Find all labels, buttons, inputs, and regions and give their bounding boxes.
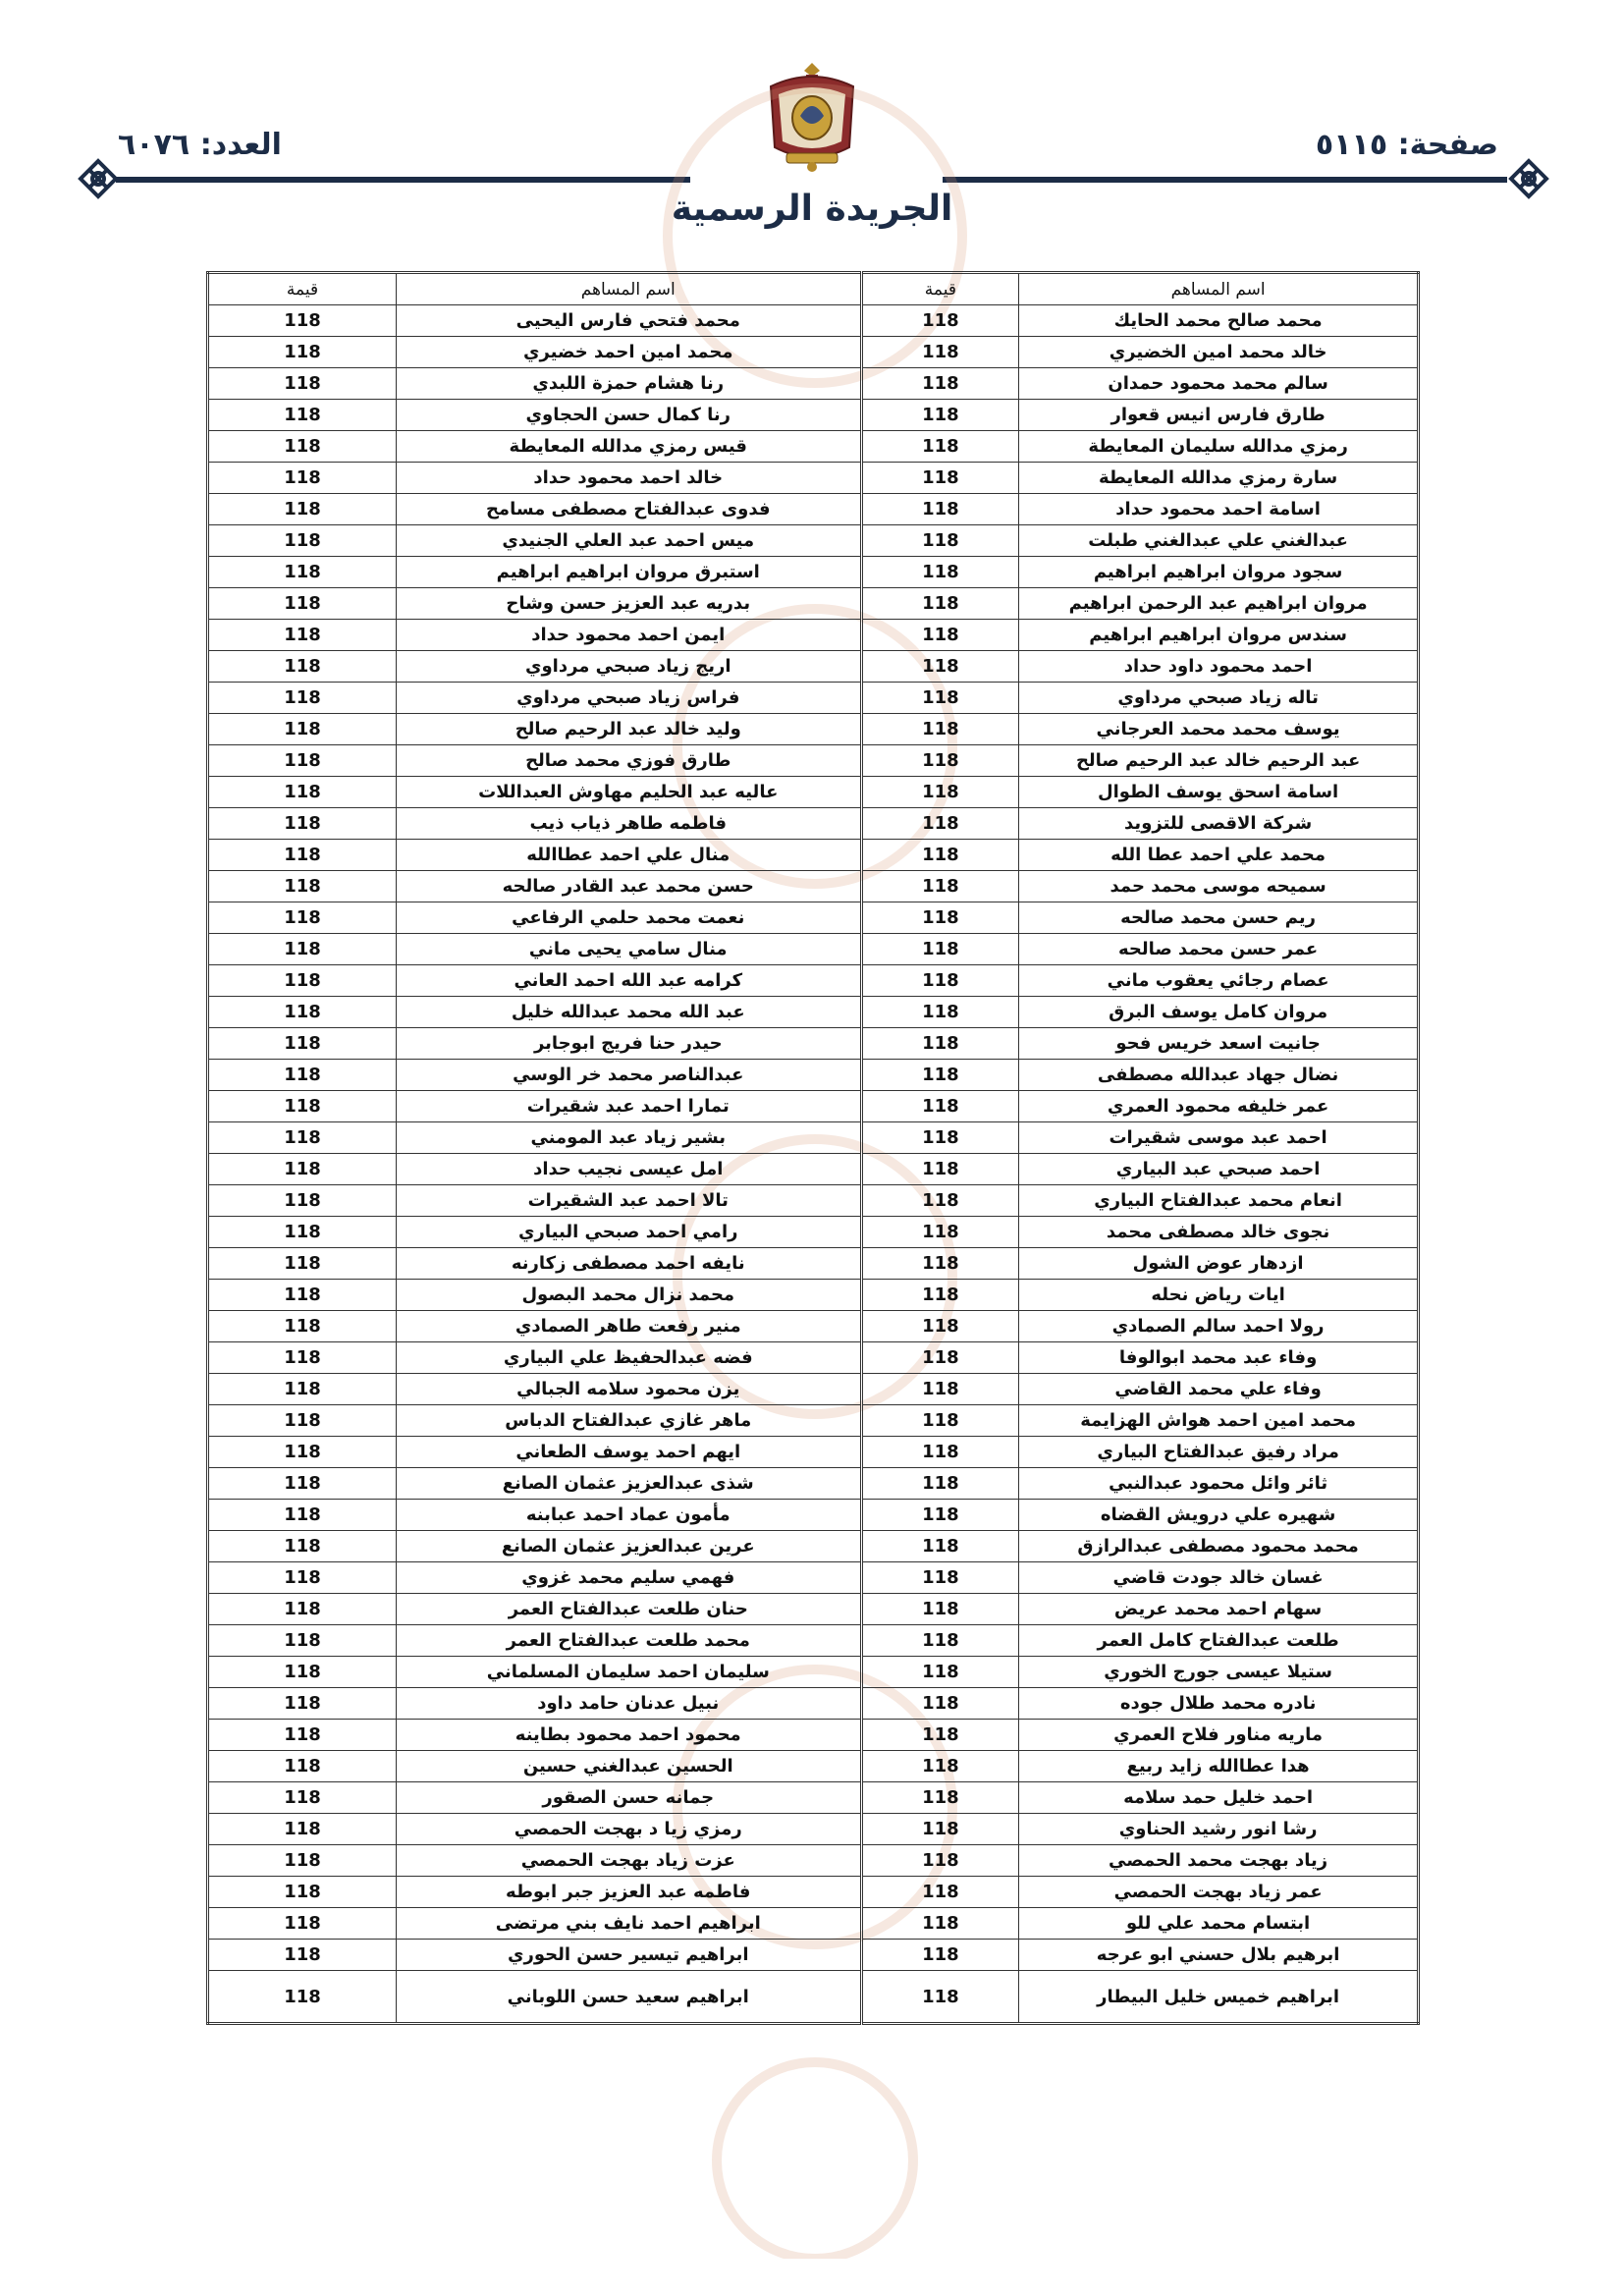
share-value: 118 xyxy=(861,651,1019,683)
shareholder-name: عمر زياد بهجت الحمصي xyxy=(1019,1877,1419,1908)
shareholder-name: عرين عبدالعزيز عثمان الصانع xyxy=(396,1531,861,1562)
share-value: 118 xyxy=(861,1751,1019,1782)
table-row xyxy=(208,1625,1419,1657)
shareholder-name: يوسف محمد محمد العرجاني xyxy=(1019,714,1419,745)
shareholder-name: خالد احمد محمود حداد xyxy=(396,463,861,494)
table-row xyxy=(208,1814,1419,1845)
shareholder-name: عبدالناصر محمد خر الوسي xyxy=(396,1060,861,1091)
shareholder-name: سليمان احمد سليمان المسلماني xyxy=(396,1657,861,1688)
share-value: 118 xyxy=(861,1720,1019,1751)
shareholder-name: ريم حسن محمد صالحه xyxy=(1019,902,1419,934)
share-value: 118 xyxy=(208,1594,397,1625)
table-row xyxy=(208,494,1419,525)
issue-number: العدد: ٦٠٧٦ xyxy=(118,128,282,162)
share-value: 118 xyxy=(861,997,1019,1028)
shareholder-name: جمانه حسن الصقور xyxy=(396,1782,861,1814)
table-row xyxy=(208,620,1419,651)
table-row xyxy=(208,683,1419,714)
shareholder-name: رنا كمال حسن الحجاوي xyxy=(396,400,861,431)
share-value: 118 xyxy=(861,1311,1019,1342)
table-row xyxy=(208,1782,1419,1814)
shareholder-name: محمود احمد محمود بطاينه xyxy=(396,1720,861,1751)
shareholder-name: الحسين عبدالغني حسين xyxy=(396,1751,861,1782)
shareholder-name: طارق فارس انيس قعوار xyxy=(1019,400,1419,431)
shareholder-name: عبدالغني علي عبدالغني طبلت xyxy=(1019,525,1419,557)
shareholder-name: ايهم احمد يوسف الطعاني xyxy=(396,1437,861,1468)
share-value: 118 xyxy=(208,1720,397,1751)
shareholder-name: سميحه موسى محمد حمد xyxy=(1019,871,1419,902)
shareholder-name: قيس رمزي مدالله المعايطة xyxy=(396,431,861,463)
shareholder-name: ايات رياض نحله xyxy=(1019,1280,1419,1311)
table-row xyxy=(208,1060,1419,1091)
shareholder-name: فاطمه عبد العزيز جبر ابوطه xyxy=(396,1877,861,1908)
table-row xyxy=(208,651,1419,683)
table-row xyxy=(208,557,1419,588)
share-value: 118 xyxy=(861,1625,1019,1657)
table-row xyxy=(208,808,1419,840)
table-row xyxy=(208,1940,1419,1971)
shareholder-name: سندس مروان ابراهيم ابراهيم xyxy=(1019,620,1419,651)
share-value: 118 xyxy=(861,1782,1019,1814)
share-value: 118 xyxy=(861,557,1019,588)
shareholder-name: ايمن احمد محمود حداد xyxy=(396,620,861,651)
share-value: 118 xyxy=(208,1280,397,1311)
table-row xyxy=(208,337,1419,368)
shareholder-name: اسامة اسحق يوسف الطوال xyxy=(1019,777,1419,808)
share-value: 118 xyxy=(861,337,1019,368)
share-value: 118 xyxy=(208,1060,397,1091)
shareholder-name: رنا هشام حمزة اللبدي xyxy=(396,368,861,400)
shareholder-name: نادره محمد طلال جوده xyxy=(1019,1688,1419,1720)
share-value: 118 xyxy=(861,1468,1019,1500)
share-value: 118 xyxy=(208,1311,397,1342)
shareholder-name: محمد فتحي فارس اليحيى xyxy=(396,305,861,337)
shareholder-name: تالا احمد عبد الشقيرات xyxy=(396,1185,861,1217)
table-row xyxy=(208,1562,1419,1594)
share-value: 118 xyxy=(861,305,1019,337)
table-row xyxy=(208,588,1419,620)
share-value: 118 xyxy=(861,1657,1019,1688)
shareholder-name: محمد محمود مصطفى عبدالرازق xyxy=(1019,1531,1419,1562)
shareholder-name: عزت زياد بهجت الحمصي xyxy=(396,1845,861,1877)
share-value: 118 xyxy=(861,1405,1019,1437)
table-row xyxy=(208,902,1419,934)
table-row xyxy=(208,1657,1419,1688)
shareholder-name: محمد علي احمد عطا الله xyxy=(1019,840,1419,871)
share-value: 118 xyxy=(861,1217,1019,1248)
column-header-value: قيمة xyxy=(208,273,397,305)
share-value: 118 xyxy=(861,1594,1019,1625)
shareholder-name: احمد خليل حمد سلامه xyxy=(1019,1782,1419,1814)
share-value: 118 xyxy=(208,1405,397,1437)
table-row xyxy=(208,777,1419,808)
table-row xyxy=(208,997,1419,1028)
shareholder-name: ستيلا عيسى جورج الخوري xyxy=(1019,1657,1419,1688)
shareholder-name: تاله زياد صبحي مرداوي xyxy=(1019,683,1419,714)
table-row xyxy=(208,1845,1419,1877)
shareholder-name: طارق فوزي محمد صالح xyxy=(396,745,861,777)
shareholder-name: سهام احمد محمد عريض xyxy=(1019,1594,1419,1625)
shareholder-name: ابراهيم احمد نايف بني مرتضى xyxy=(396,1908,861,1940)
table-row xyxy=(208,1500,1419,1531)
share-value: 118 xyxy=(861,494,1019,525)
table-row xyxy=(208,1154,1419,1185)
table-row xyxy=(208,1248,1419,1280)
table-row xyxy=(208,934,1419,965)
table-row xyxy=(208,745,1419,777)
share-value: 118 xyxy=(208,1688,397,1720)
share-value: 118 xyxy=(861,965,1019,997)
share-value: 118 xyxy=(861,368,1019,400)
share-value: 118 xyxy=(208,651,397,683)
gazette-title: الجريدة الرسمية xyxy=(671,189,953,229)
share-value: 118 xyxy=(208,557,397,588)
shareholder-name: انعام محمد عبدالفتاح البياري xyxy=(1019,1185,1419,1217)
share-value: 118 xyxy=(861,1814,1019,1845)
table-row xyxy=(208,400,1419,431)
column-header-name: اسم المساهم xyxy=(1019,273,1419,305)
share-value: 118 xyxy=(208,1940,397,1971)
share-value: 118 xyxy=(208,1877,397,1908)
table-row xyxy=(208,1311,1419,1342)
shareholder-name: جانيت اسعد خريس فحو xyxy=(1019,1028,1419,1060)
share-value: 118 xyxy=(861,1845,1019,1877)
share-value: 118 xyxy=(861,1342,1019,1374)
table-row xyxy=(208,368,1419,400)
share-value: 118 xyxy=(861,1562,1019,1594)
shareholder-name: عمر خليفه محمود العمري xyxy=(1019,1091,1419,1122)
shareholder-name: ابرهيم بلال حسني ابو عرجه xyxy=(1019,1940,1419,1971)
page-number: صفحة: ٥١١٥ xyxy=(1315,128,1498,162)
shareholder-name: فضه عبدالحفيظ علي البياري xyxy=(396,1342,861,1374)
shareholder-name: مأمون عماد احمد عبابنه xyxy=(396,1500,861,1531)
share-value: 118 xyxy=(208,305,397,337)
share-value: 118 xyxy=(208,1531,397,1562)
share-value: 118 xyxy=(208,934,397,965)
shareholder-name: ابراهيم خميس خليل البيطار xyxy=(1019,1971,1419,2024)
shareholder-name: ابتسام محمد علي للو xyxy=(1019,1908,1419,1940)
column-header-name: اسم المساهم xyxy=(396,273,861,305)
shareholder-name: خالد محمد امين الخضيري xyxy=(1019,337,1419,368)
table-row xyxy=(208,1908,1419,1940)
share-value: 118 xyxy=(208,620,397,651)
share-value: 118 xyxy=(208,840,397,871)
share-value: 118 xyxy=(861,431,1019,463)
shareholder-name: ابراهيم تيسير حسن الحوري xyxy=(396,1940,861,1971)
table-row xyxy=(208,965,1419,997)
table-row xyxy=(208,1437,1419,1468)
shareholder-name: منال سامي يحيى ماني xyxy=(396,934,861,965)
share-value: 118 xyxy=(861,588,1019,620)
shareholder-name: رمزي مدالله سليمان المعايطة xyxy=(1019,431,1419,463)
share-value: 118 xyxy=(208,1374,397,1405)
shareholder-name: غسان خالد جودت قاضي xyxy=(1019,1562,1419,1594)
share-value: 118 xyxy=(861,683,1019,714)
share-value: 118 xyxy=(208,1342,397,1374)
page-header xyxy=(0,0,1624,246)
share-value: 118 xyxy=(861,1940,1019,1971)
share-value: 118 xyxy=(208,400,397,431)
header-rule-left xyxy=(116,177,690,183)
share-value: 118 xyxy=(208,525,397,557)
share-value: 118 xyxy=(208,745,397,777)
share-value: 118 xyxy=(208,1437,397,1468)
shareholder-name: ميس احمد عبد العلي الجنيدي xyxy=(396,525,861,557)
share-value: 118 xyxy=(208,714,397,745)
shareholder-name: سجود مروان ابراهيم ابراهيم xyxy=(1019,557,1419,588)
share-value: 118 xyxy=(861,1688,1019,1720)
table-row xyxy=(208,525,1419,557)
share-value: 118 xyxy=(208,1782,397,1814)
shareholder-name: رامي احمد صبحي البياري xyxy=(396,1217,861,1248)
shareholder-name: زياد بهجت محمد الحمصي xyxy=(1019,1845,1419,1877)
share-value: 118 xyxy=(861,463,1019,494)
share-value: 118 xyxy=(861,1185,1019,1217)
shareholder-name: طلعت عبدالفتاح كامل العمر xyxy=(1019,1625,1419,1657)
shareholder-name: حيدر حنا فريج ابوجابر xyxy=(396,1028,861,1060)
shareholder-name: عبد الرحيم خالد عبد الرحيم صالح xyxy=(1019,745,1419,777)
shareholders-table xyxy=(206,271,1420,2025)
share-value: 118 xyxy=(861,400,1019,431)
share-value: 118 xyxy=(208,1028,397,1060)
share-value: 118 xyxy=(208,494,397,525)
shareholder-name: محمد صالح محمد الحايك xyxy=(1019,305,1419,337)
shareholder-name: احمد عبد موسى شقيرات xyxy=(1019,1122,1419,1154)
table-row xyxy=(208,1751,1419,1782)
share-value: 118 xyxy=(861,1500,1019,1531)
shareholder-name: نجوى خالد مصطفى محمد xyxy=(1019,1217,1419,1248)
share-value: 118 xyxy=(208,1122,397,1154)
table-row xyxy=(208,1405,1419,1437)
shareholder-name: احمد محمود داود حداد xyxy=(1019,651,1419,683)
share-value: 118 xyxy=(208,337,397,368)
table-row xyxy=(208,871,1419,902)
table-row xyxy=(208,1122,1419,1154)
share-value: 118 xyxy=(208,1908,397,1940)
shareholder-name: منير رفعت طاهر الصمادي xyxy=(396,1311,861,1342)
share-value: 118 xyxy=(861,745,1019,777)
share-value: 118 xyxy=(208,368,397,400)
share-value: 118 xyxy=(861,1091,1019,1122)
share-value: 118 xyxy=(208,463,397,494)
shareholder-name: عبد الله محمد عبدالله خليل xyxy=(396,997,861,1028)
shareholder-name: ماهر غازي عبدالفتاح الدباس xyxy=(396,1405,861,1437)
shareholder-name: نايفه احمد مصطفى زكارنه xyxy=(396,1248,861,1280)
share-value: 118 xyxy=(208,1154,397,1185)
shareholder-name: بدريه عبد العزيز حسن وشاح xyxy=(396,588,861,620)
share-value: 118 xyxy=(861,1374,1019,1405)
shareholder-name: اسامة احمد محمود حداد xyxy=(1019,494,1419,525)
share-value: 118 xyxy=(861,1531,1019,1562)
table-row xyxy=(208,1091,1419,1122)
shareholder-name: يزن محمود سلامه الجبالي xyxy=(396,1374,861,1405)
share-value: 118 xyxy=(861,1248,1019,1280)
shareholder-name: هدا عطاالله زايد ربيع xyxy=(1019,1751,1419,1782)
share-value: 118 xyxy=(861,1154,1019,1185)
share-value: 118 xyxy=(861,808,1019,840)
shareholder-name: وفاء عبد محمد ابوالوفا xyxy=(1019,1342,1419,1374)
share-value: 118 xyxy=(861,871,1019,902)
shareholder-name: فهمي سليم محمد غزوي xyxy=(396,1562,861,1594)
table-row xyxy=(208,1877,1419,1908)
table-row xyxy=(208,1531,1419,1562)
table-row xyxy=(208,305,1419,337)
table-header-row xyxy=(208,273,1419,305)
shareholder-name: عاليه عبد الحليم مهاوش العبداللات xyxy=(396,777,861,808)
shareholder-name: محمد امين احمد هواش الهزايمة xyxy=(1019,1405,1419,1437)
share-value: 118 xyxy=(208,808,397,840)
share-value: 118 xyxy=(861,714,1019,745)
share-value: 118 xyxy=(208,1845,397,1877)
shareholder-name: تمارا احمد عبد شقيرات xyxy=(396,1091,861,1122)
shareholder-name: نبيل عدنان حامد داود xyxy=(396,1688,861,1720)
shareholder-name: سارة رمزي مدالله المعايطة xyxy=(1019,463,1419,494)
share-value: 118 xyxy=(861,777,1019,808)
table-row xyxy=(208,1594,1419,1625)
shareholder-name: رمزي زيا د بهجت الحمصي xyxy=(396,1814,861,1845)
share-value: 118 xyxy=(208,965,397,997)
column-header-value: قيمة xyxy=(861,273,1019,305)
shareholder-name: فدوى عبدالفتاح مصطفى مسامح xyxy=(396,494,861,525)
share-value: 118 xyxy=(861,1877,1019,1908)
table-row xyxy=(208,1028,1419,1060)
table-row xyxy=(208,1971,1419,2024)
share-value: 118 xyxy=(861,1060,1019,1091)
share-value: 118 xyxy=(208,902,397,934)
table-row xyxy=(208,1468,1419,1500)
share-value: 118 xyxy=(208,1500,397,1531)
table-row xyxy=(208,1280,1419,1311)
table-row xyxy=(208,1342,1419,1374)
shareholder-name: فراس زياد صبحي مرداوي xyxy=(396,683,861,714)
share-value: 118 xyxy=(208,431,397,463)
share-value: 118 xyxy=(208,588,397,620)
shareholder-name: عصام رجائي يعقوب ماني xyxy=(1019,965,1419,997)
table-row xyxy=(208,840,1419,871)
shareholder-name: حنان طلعت عبدالفتاح العمر xyxy=(396,1594,861,1625)
shareholder-name: رشا انور رشيد الحناوي xyxy=(1019,1814,1419,1845)
shareholder-name: مروان كامل يوسف البرق xyxy=(1019,997,1419,1028)
royal-coat-of-arms-icon xyxy=(761,57,863,175)
share-value: 118 xyxy=(861,1280,1019,1311)
share-value: 118 xyxy=(208,1185,397,1217)
shareholder-name: محمد نزال محمد البصول xyxy=(396,1280,861,1311)
shareholder-name: اريج زياد صبحي مرداوي xyxy=(396,651,861,683)
shareholder-name: ثائر وائل محمود عبدالنبي xyxy=(1019,1468,1419,1500)
share-value: 118 xyxy=(208,1657,397,1688)
share-value: 118 xyxy=(208,871,397,902)
table-row xyxy=(208,1688,1419,1720)
shareholder-name: سالم محمد محمود حمدان xyxy=(1019,368,1419,400)
table-row xyxy=(208,1217,1419,1248)
shareholder-name: شهيره علي درويش القضاه xyxy=(1019,1500,1419,1531)
header-rule-right xyxy=(943,177,1507,183)
shareholder-name: حسن محمد عبد القادر صالحه xyxy=(396,871,861,902)
shareholder-name: ابراهيم سعيد حسن اللوباني xyxy=(396,1971,861,2024)
shareholder-name: احمد صبحي عبد البياري xyxy=(1019,1154,1419,1185)
shareholder-name: ازدهار عوض الشول xyxy=(1019,1248,1419,1280)
shareholder-name: نضال جهاد عبدالله مصطفى xyxy=(1019,1060,1419,1091)
shareholder-name: مراد رفيق عبدالفتاح البياري xyxy=(1019,1437,1419,1468)
share-value: 118 xyxy=(861,620,1019,651)
share-value: 118 xyxy=(208,1971,397,2024)
share-value: 118 xyxy=(208,997,397,1028)
share-value: 118 xyxy=(208,683,397,714)
share-value: 118 xyxy=(208,1814,397,1845)
shareholder-name: رولا احمد سالم الصمادي xyxy=(1019,1311,1419,1342)
share-value: 118 xyxy=(861,1028,1019,1060)
share-value: 118 xyxy=(208,777,397,808)
shareholder-name: امل عيسى نجيب حداد xyxy=(396,1154,861,1185)
share-value: 118 xyxy=(208,1562,397,1594)
shareholder-name: منال علي احمد عطاالله xyxy=(396,840,861,871)
share-value: 118 xyxy=(861,1971,1019,2024)
shareholder-name: وفاء علي محمد القاضي xyxy=(1019,1374,1419,1405)
share-value: 118 xyxy=(861,902,1019,934)
table-row xyxy=(208,714,1419,745)
share-value: 118 xyxy=(861,1122,1019,1154)
share-value: 118 xyxy=(861,525,1019,557)
shareholder-name: عمر حسن محمد صالحه xyxy=(1019,934,1419,965)
shareholder-name: استبرق مروان ابراهيم ابراهيم xyxy=(396,557,861,588)
shareholder-name: كرامه عبد الله احمد العاني xyxy=(396,965,861,997)
shareholder-name: محمد امين احمد خضيري xyxy=(396,337,861,368)
share-value: 118 xyxy=(208,1468,397,1500)
table-row xyxy=(208,431,1419,463)
shareholder-name: بشير زياد عبد المومني xyxy=(396,1122,861,1154)
table-row xyxy=(208,463,1419,494)
table-row xyxy=(208,1374,1419,1405)
share-value: 118 xyxy=(861,934,1019,965)
shareholder-name: وليد خالد عبد الرحيم صالح xyxy=(396,714,861,745)
share-value: 118 xyxy=(208,1248,397,1280)
share-value: 118 xyxy=(861,840,1019,871)
share-value: 118 xyxy=(208,1751,397,1782)
share-value: 118 xyxy=(208,1217,397,1248)
shareholder-name: ماريه مناور فلاح العمري xyxy=(1019,1720,1419,1751)
share-value: 118 xyxy=(861,1908,1019,1940)
shareholder-name: نعمت محمد حلمي الرفاعي xyxy=(396,902,861,934)
table-row xyxy=(208,1720,1419,1751)
shareholder-name: شركة الاقصى للتزويد xyxy=(1019,808,1419,840)
share-value: 118 xyxy=(861,1437,1019,1468)
shareholder-name: محمد طلعت عبدالفتاح العمر xyxy=(396,1625,861,1657)
share-value: 118 xyxy=(208,1625,397,1657)
table-row xyxy=(208,1185,1419,1217)
share-value: 118 xyxy=(208,1091,397,1122)
shareholder-name: مروان ابراهيم عبد الرحمن ابراهيم xyxy=(1019,588,1419,620)
shareholder-name: شذى عبدالعزيز عثمان الصانع xyxy=(396,1468,861,1500)
shareholder-name: فاطمه طاهر ذياب ذيب xyxy=(396,808,861,840)
